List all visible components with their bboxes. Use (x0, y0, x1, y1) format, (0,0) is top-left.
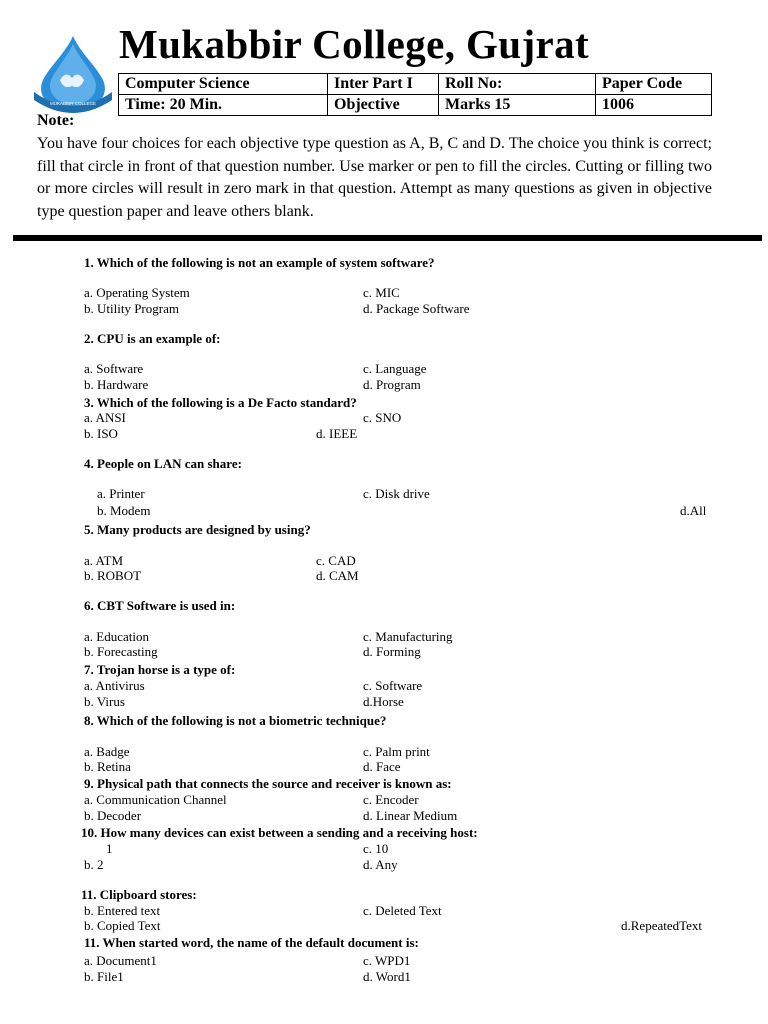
q1-option-a: a. Operating System (84, 285, 190, 300)
q12-option-c: c. WPD1 (363, 953, 411, 968)
question-5: 5. Many products are designed by using? (84, 522, 311, 537)
question-10: 10. How many devices can exist between a sending and a receiving host: (81, 825, 478, 840)
q11-option-b: b. Copied Text (84, 918, 161, 933)
q12-option-b: b. File1 (84, 969, 124, 984)
q8-option-a: a. Badge (84, 744, 130, 759)
paper-code-cell: 1006 (596, 95, 712, 116)
q6-option-a: a. Education (84, 629, 149, 644)
class-cell: Inter Part I (328, 74, 439, 95)
q5-option-d: d. CAM (316, 568, 359, 583)
table-row (119, 74, 712, 95)
q5-option-c: c. CAD (316, 553, 356, 568)
q1-option-c: c. MIC (363, 285, 400, 300)
q8-option-c: c. Palm print (363, 744, 430, 759)
q10-option-a: 1 (106, 841, 113, 856)
question-9: 9. Physical path that connects the source and receiver is known as: (84, 776, 452, 791)
q6-option-c: c. Manufacturing (363, 629, 453, 644)
q7-option-a: a. Antivirus (84, 678, 145, 693)
q3-option-d: d. IEEE (316, 426, 358, 441)
q5-option-a: a. ATM (84, 553, 123, 568)
q4-option-a: a. Printer (97, 486, 145, 501)
roll-no-cell: Roll No: (439, 74, 596, 95)
q3-option-a: a. ANSI (84, 410, 126, 425)
q9-option-a: a. Communication Channel (84, 792, 227, 807)
paper-info-table (118, 73, 712, 116)
q10-option-b: b. 2 (84, 857, 104, 872)
q9-option-d: d. Linear Medium (363, 808, 458, 823)
q8-option-d: d. Face (363, 759, 401, 774)
q8-option-b: b. Retina (84, 759, 131, 774)
question-6: 6. CBT Software is used in: (84, 598, 236, 613)
q4-option-c: c. Disk drive (363, 486, 430, 501)
q2-option-a: a. Software (84, 361, 144, 376)
objective-cell: Objective (328, 95, 439, 116)
q1-option-d: d. Package Software (363, 301, 470, 316)
q2-option-b: b. Hardware (84, 377, 149, 392)
q3-option-b: b. ISO (84, 426, 118, 441)
note-heading: Note: (37, 112, 75, 129)
college-title: Mukabbir College, Gujrat (119, 21, 590, 67)
college-logo (30, 34, 116, 114)
divider (13, 235, 762, 241)
q1-option-b: b. Utility Program (84, 301, 179, 316)
q10-option-c: c. 10 (363, 841, 389, 856)
q12-option-a: a. Document1 (84, 953, 157, 968)
question-11: 11. Clipboard stores: (81, 887, 197, 902)
question-3: 3. Which of the following is a De Facto standard? (84, 395, 357, 410)
time-cell: Time: 20 Min. (119, 95, 328, 116)
subject-cell: Computer Science (119, 74, 328, 95)
q7-option-b: b. Virus (84, 694, 125, 709)
question-8: 8. Which of the following is not a biometric technique? (84, 713, 387, 728)
q9-option-c: c. Encoder (363, 792, 419, 807)
question-7: 7. Trojan horse is a type of: (84, 662, 236, 677)
q2-option-d: d. Program (363, 377, 421, 392)
question-2: 2. CPU is an example of: (84, 331, 221, 346)
q2-option-c: c. Language (363, 361, 427, 376)
q7-option-c: c. Software (363, 678, 423, 693)
table-row (119, 95, 712, 116)
q10-option-d: d. Any (363, 857, 398, 872)
q5-option-b: b. ROBOT (84, 568, 142, 583)
question-1: 1. Which of the following is not an example of system software? (84, 255, 435, 270)
q4-option-d: d.All (680, 503, 707, 518)
q9-option-b: b. Decoder (84, 808, 142, 823)
q6-option-b: b. Forecasting (84, 644, 158, 659)
q3-option-c: c. SNO (363, 410, 402, 425)
q6-option-d: d. Forming (363, 644, 421, 659)
q11-option-a: b. Entered text (84, 903, 161, 918)
q11-option-d: d.RepeatedText (621, 918, 703, 933)
question-4: 4. People on LAN can share: (84, 456, 242, 471)
note-text: You have four choices for each objective type question as A, B, C and D. The choice you think is correct; fill that circle in front of that question number. Use marker or pen to fill the circles. Cutting or filling two or more circles will result in zero mark in that question. Attempt as many questions as given in objective type question paper and leave others blank. (37, 135, 712, 220)
paper-code-label-cell: Paper Code (596, 74, 712, 95)
q4-option-b: b. Modem (97, 503, 151, 518)
q7-option-d: d.Horse (363, 694, 404, 709)
marks-cell: Marks 15 (439, 95, 596, 116)
q12-option-d: d. Word1 (363, 969, 411, 984)
logo-text: MUKABBIR COLLEGE (49, 101, 97, 106)
question-12: 11. When started word, the name of the default document is: (84, 935, 419, 950)
q11-option-c: c. Deleted Text (363, 903, 442, 918)
